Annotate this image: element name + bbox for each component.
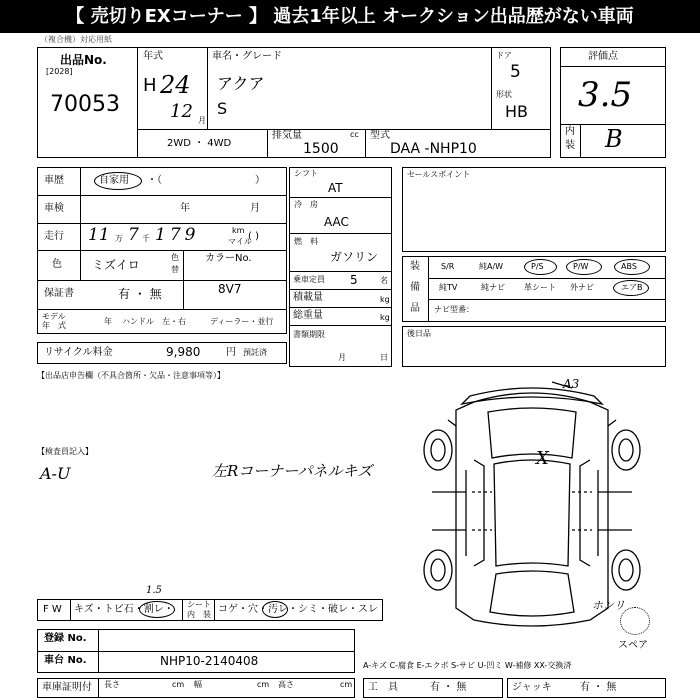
equipment-label-2: 備 — [410, 282, 420, 293]
color-label: 色 — [52, 259, 62, 270]
lot-label: 出品No. — [60, 53, 107, 67]
warranty-label: 保証書 — [44, 288, 74, 299]
mileage-km: km — [232, 226, 245, 235]
fuel-value: ガソリン — [330, 250, 379, 264]
lot-year-tag: [2028] — [46, 67, 73, 76]
sales-point-label: セールスポイント — [407, 170, 471, 179]
page-banner: 【 売切りEXコーナー 】 過去1年以上 オークション出品歴がない車両 — [0, 0, 700, 33]
mileage-sen: 7 — [128, 225, 139, 245]
sales-point-box — [402, 167, 666, 252]
damage-legend: A-キズ C-腐食 E-エクボ S-サビ U-凹ミ W-補修 XX-交換済 — [363, 661, 572, 670]
model-year-unit: 年 — [104, 317, 112, 326]
capacity-label: 乗車定員 — [293, 275, 325, 284]
fw-items: キズ・トビ石・割レ・ — [74, 604, 174, 615]
recycle-value: 9,980 — [166, 345, 201, 359]
year-value: 24 — [160, 71, 191, 99]
garage-length: 長さ — [104, 680, 120, 689]
capacity-unit: 名 — [380, 276, 388, 285]
spare-icon — [620, 607, 650, 635]
color-change-1: 色 — [171, 253, 179, 262]
diagram-mark-x: X — [536, 448, 549, 469]
fw-label: F W — [43, 604, 62, 615]
spare-note: ホンリ — [592, 599, 625, 612]
fw-seat-items: コゲ・穴・汚レ・シミ・破レ・スレ — [218, 604, 378, 615]
equip-abs: ABS — [621, 262, 637, 271]
door-label: ドア — [496, 51, 512, 60]
equip-pw: P/W — [573, 262, 589, 271]
capacity-value: 5 — [350, 273, 358, 287]
score-label: 評価点 — [588, 51, 618, 62]
equip-ps: P/S — [531, 262, 544, 271]
garage-cm-1: cm — [172, 680, 185, 689]
inspector-note-b: 左Rコーナーパネルキズ — [212, 462, 373, 480]
fw-mark: 1.5 — [146, 585, 162, 596]
equip-tv: 純TV — [439, 283, 458, 292]
dealer-text: ディーラー・並行 — [210, 317, 274, 326]
form-subtitle: （複合機）対応用紙 — [40, 35, 112, 44]
shape-label: 形状 — [496, 90, 512, 99]
history-close: ） — [255, 175, 265, 186]
equip-airbag: エアB — [621, 283, 643, 292]
model-label: 車名・グレード — [212, 51, 282, 62]
inspection-year-unit: 年 — [180, 203, 190, 214]
door-value: 5 — [510, 62, 521, 82]
mileage-paren: ( ) — [248, 231, 259, 242]
model-grade: S — [217, 99, 228, 118]
year-month-unit: 月 — [198, 116, 206, 125]
garage-width: 幅 — [194, 680, 202, 689]
color-value: ミズイロ — [92, 258, 140, 272]
recycle-unit: 円 — [226, 347, 236, 358]
tools-label: 工 具 — [368, 682, 398, 693]
history-rest: ・（ — [147, 175, 162, 186]
model-year-label-1: モデル — [42, 312, 66, 321]
navi-model-label: ナビ型番： — [434, 305, 474, 314]
load-label: 積載量 — [293, 292, 323, 303]
garage-height: 高さ — [278, 680, 294, 689]
equip-aw: 純A/W — [479, 262, 504, 271]
recycle-note: 預託済 — [243, 348, 267, 357]
exhibitor-notes-label: 【出品店申告欄（不具合箇所・欠品・注意事項等）】 — [37, 371, 225, 380]
interior-label-1: 内 — [565, 126, 575, 137]
displacement-unit: cc — [350, 130, 359, 139]
aircon-label: 冷 房 — [294, 200, 318, 209]
history-value: 自家用 — [99, 175, 129, 186]
doc-deadline-label: 書類期限 — [293, 330, 325, 339]
registration-label: 登録 No. — [44, 633, 87, 644]
color-no-value: 8V7 — [218, 282, 242, 296]
equip-ext-navi: 外ナビ — [570, 283, 594, 292]
handle-text: ハンドル 左・右 — [122, 317, 186, 326]
equipment-label-3: 品 — [410, 303, 420, 314]
interior-value: B — [605, 125, 623, 153]
fw-seat-1: シート — [187, 600, 211, 609]
shape-value: HB — [505, 102, 529, 121]
jack-label: ジャッキ — [512, 682, 552, 693]
warranty-value: 有 ・ 無 — [118, 287, 162, 301]
mileage-rest: 179 — [155, 225, 200, 245]
doc-deadline-month: 月 — [338, 353, 346, 362]
score-value: 3.5 — [578, 75, 633, 115]
doc-deadline-day: 日 — [380, 353, 388, 362]
lot-number: 70053 — [50, 92, 120, 117]
fw-seat-2: 内 装 — [187, 610, 211, 619]
chassis-value: NHP10-2140408 — [160, 654, 259, 668]
tools-value: 有 ・ 無 — [430, 682, 467, 693]
load-unit: kg — [380, 295, 390, 304]
fuel-label: 燃 料 — [294, 237, 318, 246]
garage-cm-2: cm — [257, 680, 270, 689]
type-label: 型式 — [370, 130, 390, 141]
gross-label: 総重量 — [293, 310, 323, 321]
mileage-man: 11 — [88, 225, 110, 245]
mileage-sen-unit: 千 — [142, 234, 150, 243]
gross-unit: kg — [380, 313, 390, 322]
garage-cm-3: cm — [340, 680, 353, 689]
model-year-label-2: 年 式 — [42, 321, 66, 330]
inspector-note-a: A-U — [40, 464, 71, 483]
equipment-label-1: 装 — [410, 261, 420, 272]
equip-sr: S/R — [441, 262, 455, 271]
equip-navi: 純ナビ — [481, 283, 505, 292]
shift-label: シフト — [294, 169, 318, 178]
garage-label: 車庫証明付 — [42, 682, 92, 693]
later-date-label: 後日品 — [407, 329, 431, 338]
inspection-month-unit: 月 — [250, 203, 260, 214]
history-label: 車歴 — [44, 175, 64, 186]
spare-label: スペア — [618, 640, 648, 651]
displacement-value: 1500 — [303, 141, 339, 157]
color-change-2: 替 — [171, 265, 179, 274]
recycle-label: リサイクル料金 — [44, 347, 113, 358]
mileage-mile: マイル — [228, 237, 252, 246]
interior-label-2: 装 — [565, 140, 575, 151]
inspector-label: 【検査員記入】 — [37, 447, 93, 456]
aircon-value: AAC — [324, 215, 349, 229]
mileage-man-unit: 万 — [115, 234, 123, 243]
inspection-label: 車検 — [44, 203, 64, 214]
type-value: DAA -NHP10 — [390, 141, 477, 157]
later-date-box — [402, 326, 666, 367]
year-label: 年式 — [143, 51, 163, 62]
diagram-mark-a: A3 — [563, 377, 580, 391]
model-name: アクア — [217, 74, 265, 93]
year-month: 12 — [170, 101, 193, 122]
shift-value: AT — [328, 181, 343, 195]
displacement-label: 排気量 — [272, 130, 302, 141]
mileage-label: 走行 — [44, 231, 64, 242]
chassis-label: 車台 No. — [44, 655, 87, 666]
jack-value: 有 ・ 無 — [580, 682, 617, 693]
color-no-label: カラーNo. — [205, 253, 252, 264]
equip-seat: 革シート — [524, 283, 556, 292]
drive-text: 2WD ・ 4WD — [167, 138, 232, 149]
year-era: H — [143, 75, 157, 96]
